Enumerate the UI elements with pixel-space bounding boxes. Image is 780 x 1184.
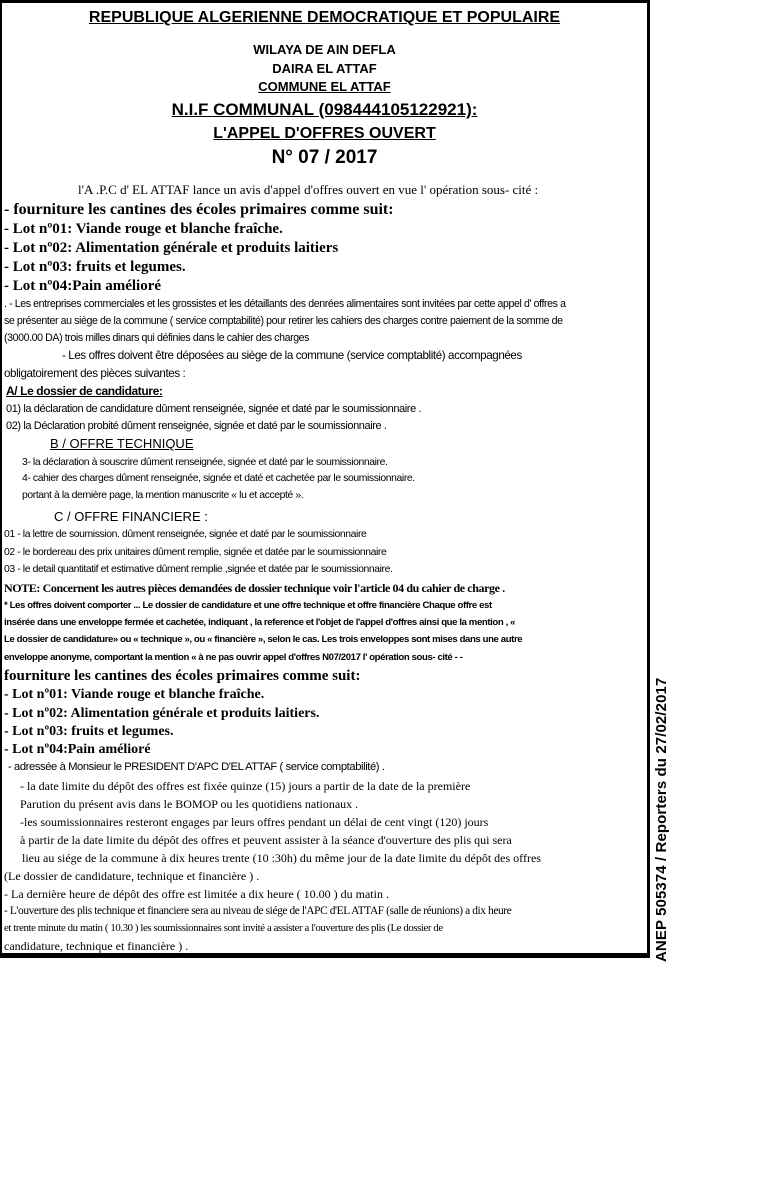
final-line: à partir de la date limite du dépôt des offres et peuvent assister à la séance d'ouverture des plis qui sera: [20, 833, 512, 847]
final-line: lieu au siége de la commune à dix heures trente (10 :30h) du même jour de la date limite du dépôt des offres: [22, 851, 541, 865]
paragraph-line: (3000.00 DA) trois milles dinars qui définies dans le cahier des charges: [4, 332, 310, 344]
paragraph-line: - Les offres doivent être déposées au siège de la commune (service comptablité) accompagnées: [62, 349, 522, 362]
list-item: 03 - le detail quantitatif et estimative dûment remplie ,signée et datée par le soumissionnaire.: [4, 564, 393, 575]
dossier-candidature-title: A/ Le dossier de candidature:: [6, 384, 163, 398]
anep-reference-text: ANEP 505374 / Reporters du 27/02/2017: [653, 677, 670, 962]
paragraph-line: obligatoirement des pièces suivantes :: [4, 367, 186, 380]
lot-item: - Lot nº01: Viande rouge et blanche fraîche.: [4, 221, 283, 237]
final-line: Parution du présent avis dans le BOMOP ou les quotidiens nationaux .: [20, 797, 359, 811]
final-line: - La dernière heure de dépôt des offre est limitée a dix heure ( 10.00 ) du matin .: [4, 887, 389, 901]
offre-technique-title: B / OFFRE TECHNIQUE: [50, 436, 194, 451]
final-line: candidature, technique et financière ) .: [4, 939, 189, 953]
list-item: 3- la déclaration à souscrire dûment renseignée, signée et daté par le soumissionnaire.: [22, 457, 388, 468]
intro-text: l'A .P.C d' EL ATTAF lance un avis d'appel d'offres ouvert en vue l' opération sous- cité :: [78, 182, 539, 197]
nif-line: N.I.F COMMUNAL (098444105122921):: [171, 100, 478, 119]
list-item: 02 - le bordereau des prix unitaires dûment remplie, signée et datée par le soumissionnaire: [4, 547, 387, 558]
notice-number: N° 07 / 2017: [271, 147, 378, 168]
final-line: - L'ouverture des plis technique et financiere sera au niveau de siége de l'APC d'EL ATTAF (salle de réunions) a dix heure: [4, 905, 512, 917]
commune-line: COMMUNE EL ATTAF: [258, 79, 391, 94]
lot-item: - Lot nº03: fruits et legumes.: [4, 259, 186, 275]
offres-note-line: enveloppe anonyme, comportant la mention « à ne pas ouvrir appel d'offres N07/2017 l' opération sous- cité - -: [4, 652, 463, 663]
lot-item: - Lot nº02: Alimentation générale et produits laitiers.: [4, 706, 320, 721]
appel-offres-title: L'APPEL D'OFFRES OUVERT: [213, 125, 436, 142]
paragraph-line: . - Les entreprises commerciales et les grossistes et les détaillants des denrées alimentaires sont invitées par cette appel d' offres a: [4, 298, 566, 310]
section1-title: - fourniture les cantines des écoles primaires comme suit:: [4, 201, 394, 218]
list-item: 01 - la lettre de soumission. dûment renseignée, signée et daté par le soumissionnaire: [4, 529, 367, 540]
lot-item: - Lot nº02: Alimentation générale et produits laitiers: [4, 240, 339, 256]
offre-financiere-title: C / OFFRE FINANCIERE :: [54, 509, 208, 524]
list-item: portant à la dernière page, la mention manuscrite « lu et accepté ».: [22, 490, 304, 501]
offres-note-line: insérée dans une enveloppe fermée et cachetée, indiquant , la reference et l'objet de l'appel d'offres ainsi que la mention , «: [4, 617, 516, 628]
final-line: - adressée à Monsieur le PRESIDENT D'APC D'EL ATTAF ( service comptabilité) .: [8, 761, 385, 773]
final-line: -les soumissionnaires resteront engages par leurs offres pendant un délai de cent vingt (120) jours: [20, 815, 489, 829]
republic-heading: REPUBLIQUE ALGERIENNE DEMOCRATIQUE ET POPULAIRE: [88, 9, 561, 26]
list-item: 01) la déclaration de candidature dûment renseignée, signée et daté par le soumissionnaire .: [6, 403, 422, 415]
list-item: 4- cahier des charges dûment renseignée, signée et daté et cachetée par le soumissionnaire.: [22, 473, 415, 484]
offres-note-line: * Les offres doivent comporter ... Le dossier de candidature et une offre technique et offre financière Chaque offre est: [4, 600, 492, 611]
lot-item: - Lot nº01: Viande rouge et blanche fraîche.: [4, 687, 265, 702]
lot-item: - Lot nº03: fruits et legumes.: [4, 724, 174, 739]
final-line: et trente minute du matin ( 10.30 ) les soumissionnaires sont invité a assister a l'ouverture des plis (Le dossier de: [4, 922, 443, 934]
list-item: 02) la Déclaration probité dûment renseignée, signée et daté par le soumissionnaire .: [6, 420, 387, 432]
offres-note-line: Le dossier de candidature» ou « technique », ou « financière », selon le cas. Les trois enveloppes sont mises dans une autre: [4, 634, 523, 645]
paragraph-line: se présenter au siège de la commune ( service comptabilité) pour retirer les cahiers des charges contre paiement de la somme de: [4, 315, 563, 327]
final-line: - la date limite du dépôt des offres est fixée quinze (15) jours a partir de la date de la première: [20, 779, 471, 793]
final-line: (Le dossier de candidature, technique et financière ) .: [4, 869, 260, 883]
lot-item: - Lot nº04:Pain amélioré: [4, 278, 162, 294]
wilaya-line: WILAYA DE AIN DEFLA: [253, 42, 396, 57]
anep-reference: [650, 666, 672, 962]
section2-title: fourniture les cantines des écoles primaires comme suit:: [4, 668, 361, 684]
lot-item: - Lot nº04:Pain amélioré: [4, 742, 151, 757]
note-line: NOTE: Concernent les autres pièces demandées de dossier technique voir l'article 04 du cahier de charge .: [4, 581, 505, 595]
daira-line: DAIRA EL ATTAF: [272, 61, 377, 76]
